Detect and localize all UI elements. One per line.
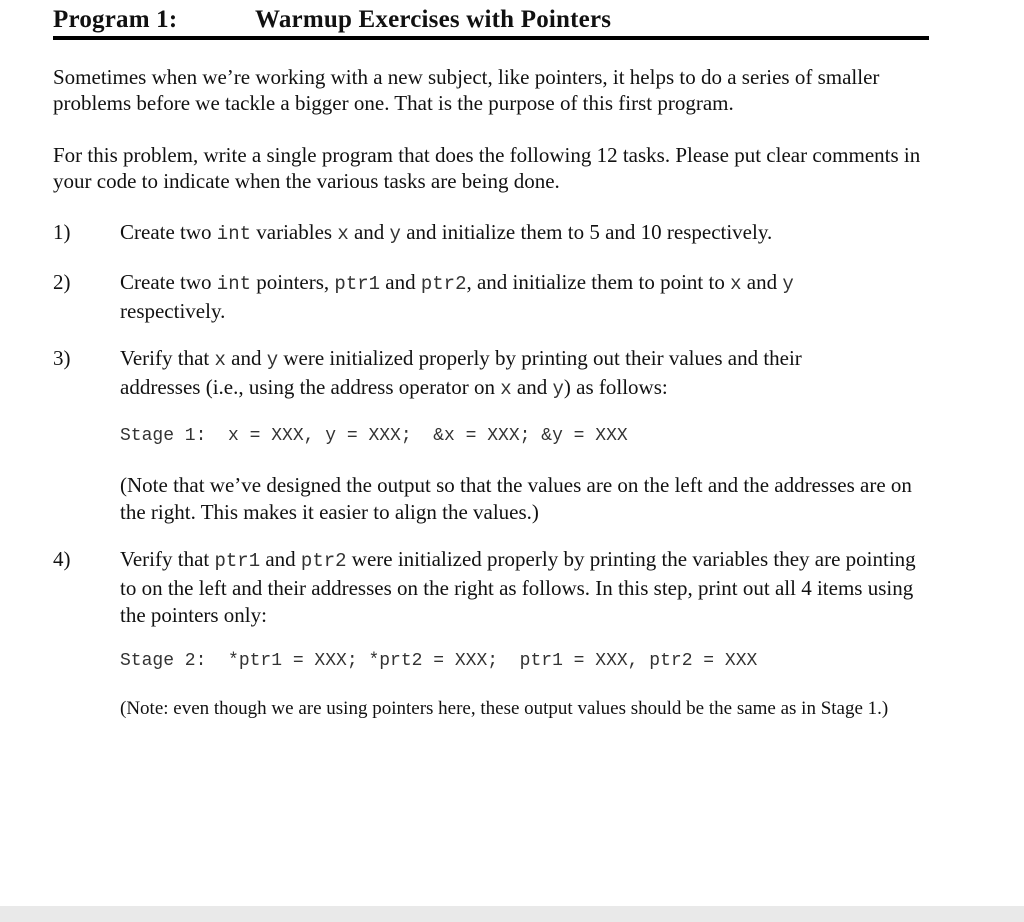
task-number: 3) (53, 346, 71, 370)
task-text: Verify that x and y were initialized properly by printing out their values and their addresses (i.e., using the address operator on x and y) as follows: (120, 346, 802, 400)
stage-2-output-example: Stage 2: *ptr1 = XXX; *prt2 = XXX; ptr1 = XXX, ptr2 = XXX (120, 651, 758, 671)
intro-paragraph-1: Sometimes when we’re working with a new subject, like pointers, it helps to do a series of smaller problems before we tackle a bigger one. That is the purpose of this first program. (53, 65, 880, 115)
program-title: Warmup Exercises with Pointers (255, 6, 612, 33)
task-note: (Note: even though we are using pointers here, these output values should be the same as in Stage 1.) (120, 698, 889, 719)
bottom-bar (0, 906, 1024, 922)
task-text: Create two int pointers, ptr1 and ptr2, and initialize them to point to x and y respectively. (120, 270, 794, 323)
document-header (53, 4, 929, 40)
task-number: 2) (53, 270, 71, 294)
program-label: Program 1: (53, 6, 178, 33)
task-note: (Note that we’ve designed the output so that the values are on the left and the addresses are on the right. This makes it easier to align the values.) (120, 473, 912, 524)
intro-paragraph-2: For this problem, write a single program that does the following 12 tasks. Please put clear comments in your code to indicate when the various tasks are being done. (53, 143, 921, 193)
task-text: Verify that ptr1 and ptr2 were initialized properly by printing the variables they are pointing to on the left and their addresses on the right as follows. In this step, print out all 4 items using the pointers only: (120, 547, 916, 627)
stage-1-output-example: Stage 1: x = XXX, y = XXX; &x = XXX; &y = XXX (120, 426, 628, 446)
task-number: 4) (53, 547, 71, 571)
task-text: Create two int variables x and y and initialize them to 5 and 10 respectively. (120, 220, 773, 245)
task-number: 1) (53, 220, 71, 244)
